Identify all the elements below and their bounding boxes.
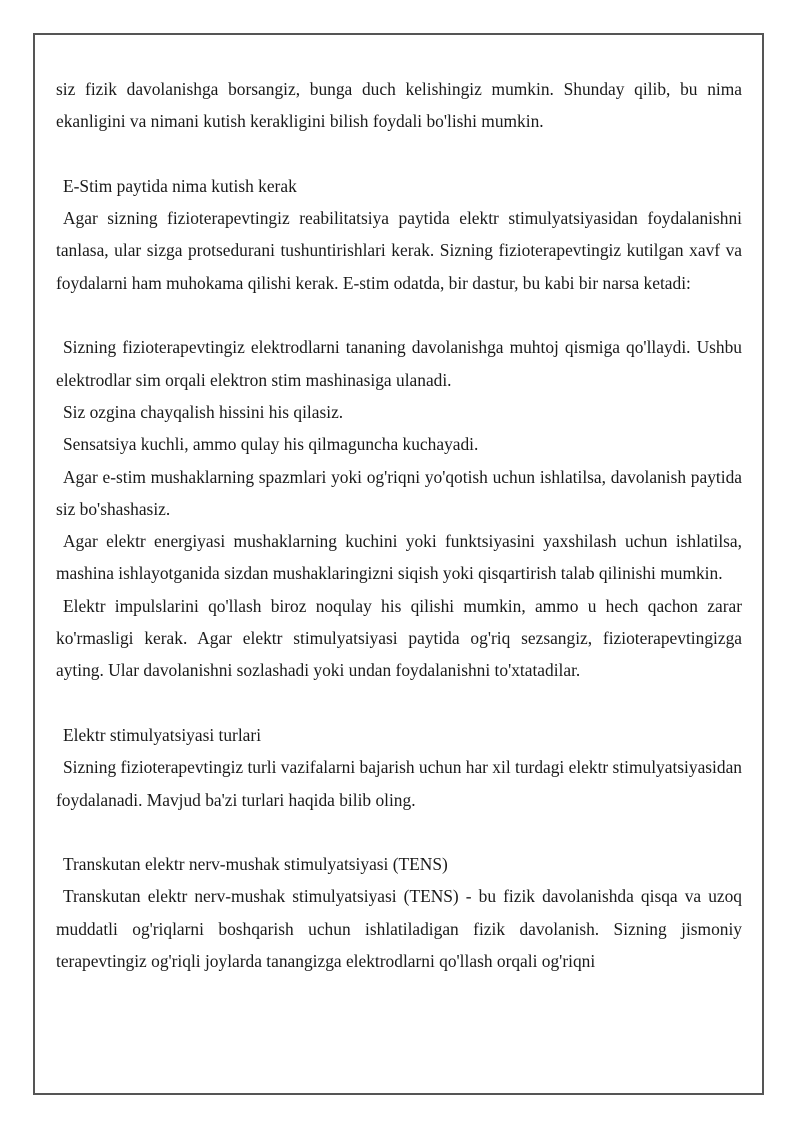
section-heading-estim-expectations: E-Stim paytida nima kutish kerak bbox=[63, 175, 297, 196]
paragraph-step-relax: Agar e-stim mushaklarning spazmlari yoki og'riqni yo'qotish uchun ishlatilsa, davolanish paytida siz bo'shashasiz. bbox=[56, 466, 742, 519]
blank-line bbox=[56, 816, 742, 848]
blank-line bbox=[56, 299, 742, 331]
document-page bbox=[33, 33, 764, 1095]
blank-line bbox=[56, 138, 742, 170]
section-heading-tens: Transkutan elektr nerv-mushak stimulyatsiyasi (TENS) bbox=[63, 854, 448, 875]
paragraph-tens-description: Transkutan elektr nerv-mushak stimulyatsiyasi (TENS) - bu fizik davolanishda qisqa va uzoq muddatli og'riqlarni boshqarish uchun ishlatiladigan fizik davolanish. Sizning jismoniy terapevtingiz og'riqli joylarda tanangizga elektrodlarni qo'llash orqali og'riqni bbox=[56, 886, 742, 972]
paragraph-continuation: siz fizik davolanishga borsangiz, bunga duch kelishingiz mumkin. Shunday qilib, bu nima ekanligini va nimani kutish kerakligini bilish foydali bo'lishi mumkin. bbox=[56, 79, 742, 132]
section-heading-stim-types: Elektr stimulyatsiyasi turlari bbox=[63, 724, 262, 745]
paragraph-procedure-intro: Agar sizning fizioterapevtingiz reabilitatsiya paytida elektr stimulyatsiyasidan foydalanishni tanlasa, ular sizga protsedurani tushuntirishlari kerak. Sizning fizioterapevtingiz kutilgan xavf va foydalarni ham muhokama qilishi kerak. E-stim odatda, bir dastur, bu kabi bir narsa ketadi: bbox=[56, 208, 742, 293]
paragraph-step-contract: Agar elektr energiyasi mushaklarning kuchini yoki funktsiyasini yaxshilash uchun ishlatilsa, mashina ishlayotganida sizdan mushaklaringizni siqish yoki qisqartirish talab qilinishi mumkin. bbox=[56, 531, 742, 584]
paragraph-stim-types-intro: Sizning fizioterapevtingiz turli vazifalarni bajarish uchun har xil turdagi elektr stimulyatsiyasidan foydalanadi. Mavjud ba'zi turlari haqida bilib oling. bbox=[56, 757, 742, 810]
document-body bbox=[56, 73, 742, 977]
paragraph-step-discomfort: Elektr impulslarini qo'llash biroz noqulay his qilishi mumkin, ammo u hech qachon zarar ko'rmasligi kerak. Agar elektr stimulyatsiyasi paytida og'riq sezsangiz, fizioterapevtingizga ayting. Ular davolanishni sozlashadi yoki undan foydalanishni to'xtatadilar. bbox=[56, 595, 742, 681]
paragraph-step-electrodes: Sizning fizioterapevtingiz elektrodlarni tananing davolanishga muhtoj qismiga qo'llaydi. Ushbu elektrodlar sim orqali elektron stim mashinasiga ulanadi. bbox=[56, 337, 742, 390]
paragraph-step-tingling: Siz ozgina chayqalish hissini his qilasiz. bbox=[63, 401, 344, 422]
blank-line bbox=[56, 687, 742, 719]
paragraph-step-sensation: Sensatsiya kuchli, ammo qulay his qilmaguncha kuchayadi. bbox=[63, 434, 479, 455]
